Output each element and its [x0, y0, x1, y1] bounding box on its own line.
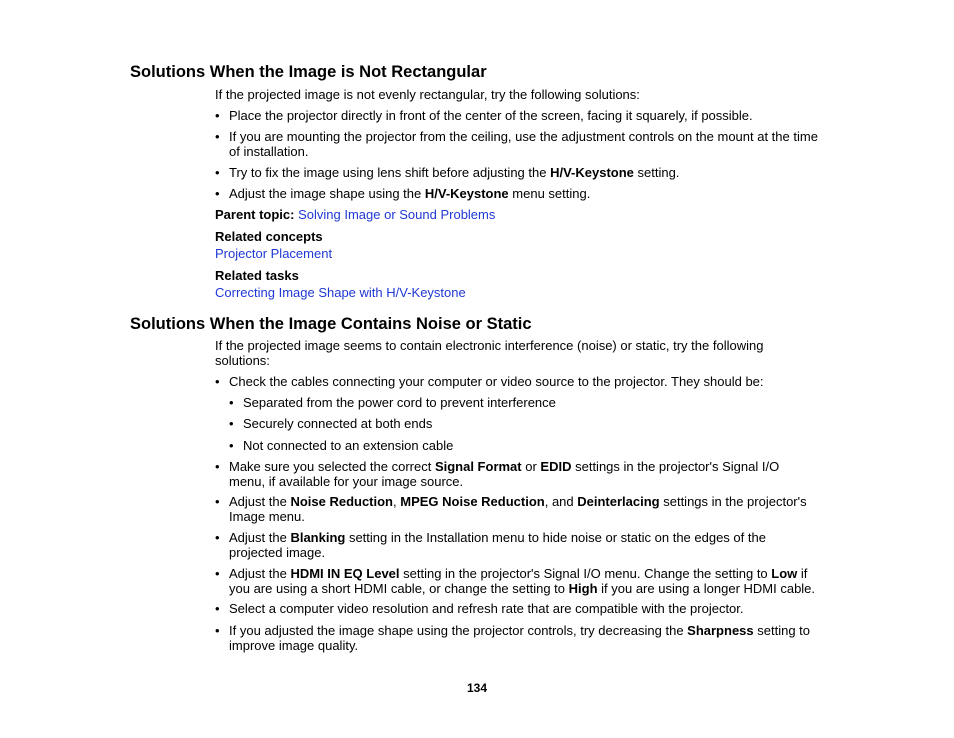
- bullet-marker: •: [229, 438, 234, 453]
- list-item: [215, 566, 827, 596]
- bullet-marker: •: [215, 494, 220, 509]
- bullet-marker: •: [229, 416, 234, 431]
- list-item: [215, 186, 827, 201]
- bullet-marker: •: [215, 459, 220, 474]
- list-item-text: Check the cables connecting your computer or video source to the projector. They should be:: [229, 374, 764, 389]
- sub-list-item: [229, 416, 827, 431]
- list-item: [215, 374, 827, 389]
- bullet-marker: •: [215, 623, 220, 638]
- bullet-marker: •: [215, 374, 220, 389]
- list-item-text: Not connected to an extension cable: [243, 438, 454, 453]
- sub-list-item: [229, 395, 827, 410]
- bullet-marker: •: [215, 566, 220, 581]
- parent-topic-link[interactable]: Solving Image or Sound Problems: [298, 207, 496, 222]
- intro-paragraph: If the projected image is not evenly rectangular, try the following solutions:: [215, 87, 640, 102]
- setting-name: H/V-Keystone: [550, 165, 634, 180]
- keystone-task-link[interactable]: Correcting Image Shape with H/V-Keystone: [215, 285, 466, 300]
- list-item: [215, 494, 827, 524]
- list-item-text: Adjust the image shape using the H/V-Keystone menu setting.: [229, 186, 591, 201]
- page-number: 134: [466, 681, 488, 695]
- list-item: [215, 165, 827, 180]
- list-item-text: Try to fix the image using lens shift before adjusting the H/V-Keystone setting.: [229, 165, 680, 180]
- list-item: [215, 623, 827, 653]
- related-concepts: [215, 246, 827, 261]
- list-item-text: Separated from the power cord to prevent interference: [243, 395, 556, 410]
- bullet-marker: •: [215, 186, 220, 201]
- list-item-text: Select a computer video resolution and refresh rate that are compatible with the projector.: [229, 601, 744, 616]
- list-item: [215, 601, 827, 616]
- parent-topic-label: Parent topic:: [215, 207, 295, 222]
- parent-topic: [215, 207, 827, 222]
- list-item-text: Securely connected at both ends: [243, 416, 433, 431]
- list-item-text: Make sure you selected the correct Signal Format or EDID settings in the projector's Signal I/O menu, if available for your image source.: [229, 459, 780, 489]
- list-item: [215, 459, 827, 489]
- bullet-marker: •: [215, 601, 220, 616]
- setting-name: H/V-Keystone: [424, 186, 509, 201]
- bullet-marker: •: [229, 395, 234, 410]
- section-heading-not-rectangular: Solutions When the Image is Not Rectangular: [130, 63, 487, 81]
- intro-paragraph: If the projected image seems to contain electronic interference (noise) or static, try the following solutions:: [215, 338, 764, 368]
- section-heading-noise-static: Solutions When the Image Contains Noise or Static: [130, 315, 532, 333]
- list-item: [215, 108, 827, 123]
- bullet-marker: •: [215, 530, 220, 545]
- list-item-text: Adjust the Noise Reduction, MPEG Noise Reduction, and Deinterlacing settings in the projector's Image menu.: [229, 494, 807, 524]
- bullet-marker: •: [215, 129, 220, 144]
- list-item-text: Adjust the HDMI IN EQ Level setting in the projector's Signal I/O menu. Change the setting to Low if you are using a short HDMI cable, or change the setting to High if you are using a longer HDMI cable.: [229, 566, 816, 596]
- related-tasks: [215, 285, 827, 300]
- list-item: [215, 530, 827, 560]
- bullet-marker: •: [215, 165, 220, 180]
- related-concepts-label: Related concepts: [215, 229, 323, 244]
- bullet-marker: •: [215, 108, 220, 123]
- list-item-text: If you are mounting the projector from the ceiling, use the adjustment controls on the mount at the time of installation.: [229, 129, 818, 159]
- list-item-text: Place the projector directly in front of the center of the screen, facing it squarely, if possible.: [229, 108, 753, 123]
- related-tasks-label: Related tasks: [215, 268, 299, 283]
- sub-list-item: [229, 438, 827, 453]
- list-item: [215, 129, 827, 159]
- projector-placement-link[interactable]: Projector Placement: [215, 246, 333, 261]
- list-item-text: If you adjusted the image shape using the projector controls, try decreasing the Sharpness setting to improve image quality.: [229, 623, 811, 653]
- list-item-text: Adjust the Blanking setting in the Installation menu to hide noise or static on the edges of the projected image.: [229, 530, 766, 560]
